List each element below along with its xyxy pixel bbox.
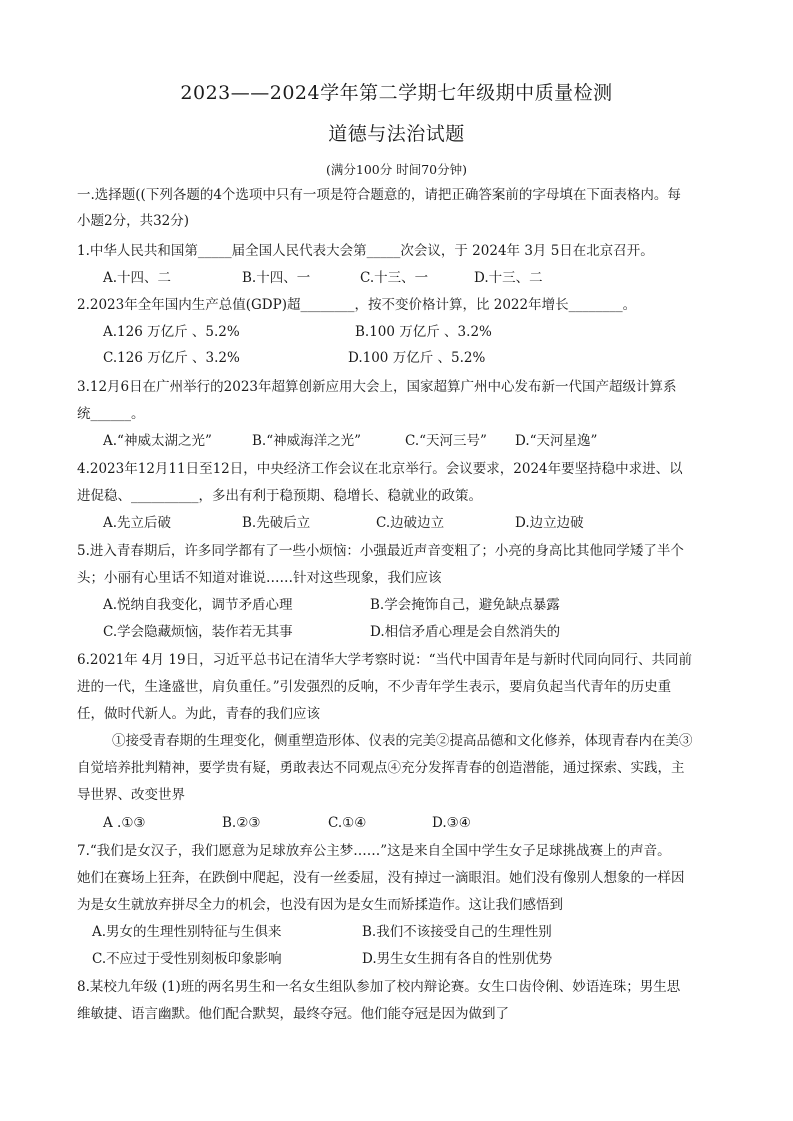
q1-option-a: A.十四、二 <box>103 270 172 286</box>
q2-option-b: B.100 万亿斤 、3.2% <box>355 324 492 340</box>
q7-option-c: C.不应过于受性别刻板印象影响 <box>92 951 282 967</box>
exam-subject: 道德与法治试题 <box>328 123 465 145</box>
q3-option-a: A.“神威太湖之光” <box>103 433 212 449</box>
q4-option-c: C.边破边立 <box>376 515 445 531</box>
q5-option-a: A.悦纳自我变化，调节矛盾心理 <box>103 597 293 613</box>
q3-option-d: D.“天河星逸” <box>515 433 598 449</box>
question-5-stem-cont: 头；小丽有心里话不知道对谁说……针对这些现象，我们应该 <box>77 570 442 586</box>
question-6-statements: ①接受青春期的生理变化，侧重塑造形体、仪表的完美②提高品德和文化修养，体现青春内在美③ <box>112 733 693 749</box>
q5-option-c: C.学会隐藏烦恼，装作若无其事 <box>103 624 293 640</box>
question-7-stem-cont: 为是女生就放弃拼尽全力的机会，也没有因为是女生而矫揉造作。这让我们感悟到 <box>77 897 563 913</box>
q3-option-b: B.“神威海洋之光” <box>252 433 362 449</box>
q5-option-d: D.相信矛盾心理是会自然消失的 <box>370 624 561 640</box>
q7-option-d: D.男生女生拥有各自的性别优势 <box>362 951 553 967</box>
exam-title: 2023——2024学年第二学期七年级期中质量检测 <box>180 82 613 104</box>
question-6-stem-cont: 进的一代，生逢盛世，肩负重任。”引发强烈的反响，不少青年学生表示，要肩负起当代青年的历史重 <box>77 679 672 695</box>
q2-option-a: A.126 万亿斤 、5.2% <box>103 324 240 340</box>
q2-option-c: C.126 万亿斤 、3.2% <box>103 350 240 366</box>
q7-option-b: B.我们不该接受自己的生理性别 <box>362 924 552 940</box>
question-6-stem: 6.2021年 4月 19日，习近平总书记在清华大学考察时说：“当代中国青年是与新时代同向同行、共同前 <box>77 652 692 668</box>
q3-option-c: C.“天河三号” <box>405 433 487 449</box>
q1-option-b: B.十四、一 <box>242 270 311 286</box>
question-1-stem: 1.中华人民共和国第_____届全国人民代表大会第_____次会议，于 2024年 3月 5日在北京召开。 <box>77 243 654 259</box>
question-4-stem-cont: 进促稳、__________，多出有利于稳预期、稳增长、稳就业的政策。 <box>77 488 482 504</box>
question-2-stem: 2.2023年全年国内生产总值(GDP)超________，按不变价格计算，比 2022年增长________。 <box>77 297 637 313</box>
question-6-statements-cont: 导世界、改变世界 <box>77 787 185 803</box>
q2-option-d: D.100 万亿斤 、5.2% <box>348 350 486 366</box>
question-8-stem-cont: 维敏捷、语言幽默。他们配合默契，最终夺冠。他们能夺冠是因为做到了 <box>77 1006 509 1022</box>
q6-option-d: D.③④ <box>432 815 471 831</box>
q4-option-a: A.先立后破 <box>103 515 172 531</box>
section-instruction-cont: 小题2分，共32分) <box>77 213 190 229</box>
question-3-stem: 3.12月6日在广州举行的2023年超算创新应用大会上，国家超算广州中心发布新一代国产超级计算系 <box>77 379 677 395</box>
q6-option-b: B.②③ <box>222 815 261 831</box>
question-5-stem: 5.进入青春期后，许多同学都有了一些小烦恼：小强最近声音变粗了；小亮的身高比其他同学矮了半个 <box>77 543 684 559</box>
question-6-statements-cont: 自觉培养批判精神，要学贵有疑，勇敢表达不同观点④充分发挥青春的创造潜能，通过探索、实践，主 <box>77 760 685 776</box>
question-4-stem: 4.2023年12月11日至12日，中央经济工作会议在北京举行。会议要求，2024年要坚持稳中求进、以 <box>77 461 683 477</box>
q1-option-d: D.十三、二 <box>474 270 543 286</box>
question-7-stem-cont: 她们在赛场上狂奔，在跌倒中爬起，没有一丝委屈，没有掉过一滴眼泪。她们没有像别人想象的一样因 <box>77 870 685 886</box>
question-3-stem-cont: 统______。 <box>77 406 145 422</box>
question-7-stem: 7.“我们是女汉子，我们愿意为足球放弃公主梦……”这是来自全国中学生女子足球挑战赛上的声音。 <box>77 843 671 859</box>
question-6-stem-cont: 任，做时代新人。为此，青春的我们应该 <box>77 706 320 722</box>
q5-option-b: B.学会掩饰自己，避免缺点暴露 <box>370 597 560 613</box>
q6-option-c: C.①④ <box>328 815 367 831</box>
q1-option-c: C.十三、一 <box>360 270 429 286</box>
section-instruction: 一.选择题((下列各题的4个选项中只有一项是符合题意的，请把正确答案前的字母填在下面表格内。每 <box>77 187 681 203</box>
q4-option-d: D.边立边破 <box>515 515 584 531</box>
q4-option-b: B.先破后立 <box>242 515 311 531</box>
q7-option-a: A.男女的生理性别特征与生俱来 <box>92 924 282 940</box>
question-8-stem: 8.某校九年级 (1)班的两名男生和一名女生组队参加了校内辩论赛。女生口齿伶俐、妙语连珠；男生思 <box>77 979 681 995</box>
q6-option-a: A .①③ <box>103 815 146 831</box>
exam-meta: (满分100分 时间70分钟) <box>326 162 467 177</box>
